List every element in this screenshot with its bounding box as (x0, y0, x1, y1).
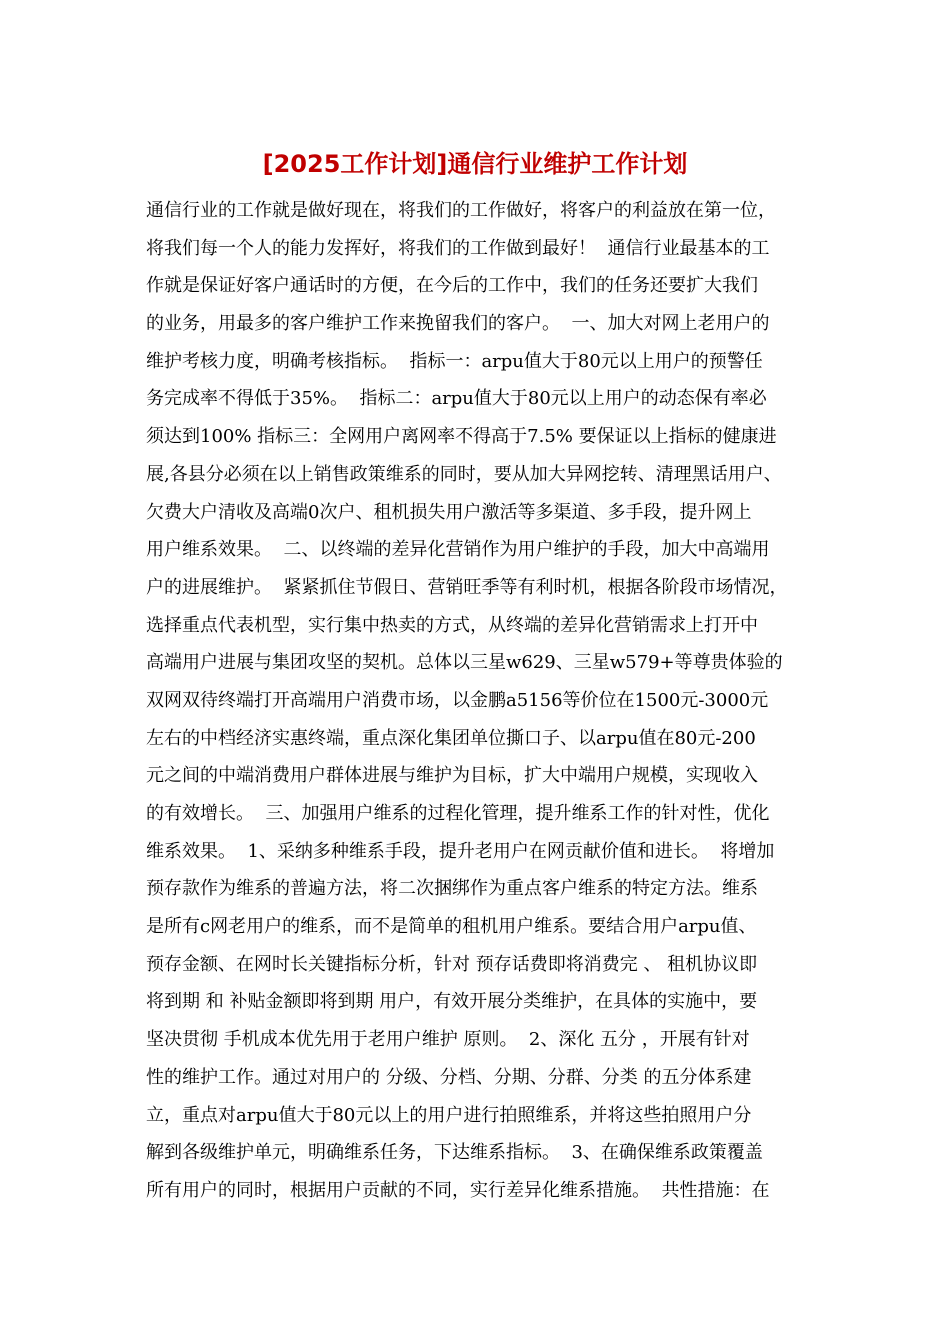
paragraph-line: 性的维护工作。通过对用户的 分级、分档、分期、分群、分类 的五分体系建 (146, 1066, 752, 1088)
paragraph-line: 维护考核力度，明确考核指标。 指标一：arpu值大于80元以上用户的预警任 (146, 350, 763, 372)
document-body (146, 192, 826, 1210)
paragraph-line: 立，重点对arpu值大于80元以上的用户进行拍照维系，并将这些拍照用户分 (146, 1104, 752, 1126)
paragraph-line: 欠费大户清收及高端0次户、租机损失用户激活等多渠道、多手段，提升网上 (146, 501, 752, 523)
paragraph-line: 是所有c网老用户的维系，而不是简单的租机用户维系。要结合用户arpu值、 (146, 916, 757, 938)
paragraph-line: 维系效果。 1、采纳多种维系手段，提升老用户在网贡献价值和进长。 将增加 (146, 840, 775, 862)
paragraph-line: 双网双待终端打开高端用户消费市场，以金鹏a5156等价位在1500元-3000元 (146, 689, 769, 711)
paragraph-line: 所有用户的同时，根据用户贡献的不同，实行差异化维系措施。 共性措施：在 (146, 1179, 770, 1201)
paragraph-line: 的业务，用最多的客户维护工作来挽留我们的客户。 一、加大对网上老用户的 (146, 313, 770, 335)
paragraph-line: 的有效增长。 三、加强用户维系的过程化管理，提升维系工作的针对性，优化 (146, 803, 770, 824)
paragraph-line: 预存款作为维系的普遍方法，将二次捆绑作为重点客户维系的特定方法。维系 (146, 878, 758, 900)
paragraph-line: 通信行业的工作就是做好现在，将我们的工作做好，将客户的利益放在第一位， (146, 200, 776, 221)
paragraph-line: 展,各县分必须在以上销售政策维系的同时，要从加大异网挖转、清理黑话用户、 (146, 463, 782, 485)
paragraph-line: 作就是保证好客户通话时的方便，在今后的工作中，我们的任务还要扩大我们 (146, 275, 758, 297)
paragraph-line: 将我们每一个人的能力发挥好，将我们的工作做到最好！ 通信行业最基本的工 (146, 237, 770, 259)
paragraph-line: 高端用户进展与集团攻坚的契机。总体以三星w629、三星w579+等尊贵体验的 (146, 652, 783, 674)
paragraph-line: 左右的中档经济实惠终端，重点深化集团单位撕口子、以arpu值在80元-200 (146, 727, 756, 749)
paragraph-line: 户的进展维护。 紧紧抓住节假日、营销旺季等有利时机，根据各阶段市场情况， (146, 576, 788, 598)
paragraph-line: 用户维系效果。 二、以终端的差异化营销作为用户维护的手段，加大中高端用 (146, 539, 770, 561)
paragraph-line: 解到各级维护单元，明确维系任务，下达维系指标。 3、在确保维系政策覆盖 (146, 1142, 763, 1164)
document-title: [2025工作计划]通信行业维护工作计划 (262, 150, 688, 178)
paragraph-line: 务完成率不得低于35%。 指标二：arpu值大于80元以上用户的动态保有率必 (146, 388, 767, 410)
paragraph-line: 将到期 和 补贴金额即将到期 用户，有效开展分类维护，在具体的实施中，要 (146, 991, 758, 1013)
paragraph-line: 选择重点代表机型，实行集中热卖的方式，从终端的差异化营销需求上打开中 (146, 614, 758, 636)
paragraph-line: 坚决贯彻 手机成本优先用于老用户维护 原则。 2、深化 五分 ，开展有针对 (146, 1029, 750, 1051)
paragraph-line: 预存金额、在网时长关键指标分析，针对 预存话费即将消费完 、 租机协议即 (146, 953, 758, 975)
paragraph-line: 须达到100% 指标三：全网用户离网率不得高于7.5% 要保证以上指标的健康进 (146, 426, 777, 448)
paragraph-line: 元之间的中端消费用户群体进展与维护为目标，扩大中端用户规模，实现收入 (146, 765, 758, 787)
